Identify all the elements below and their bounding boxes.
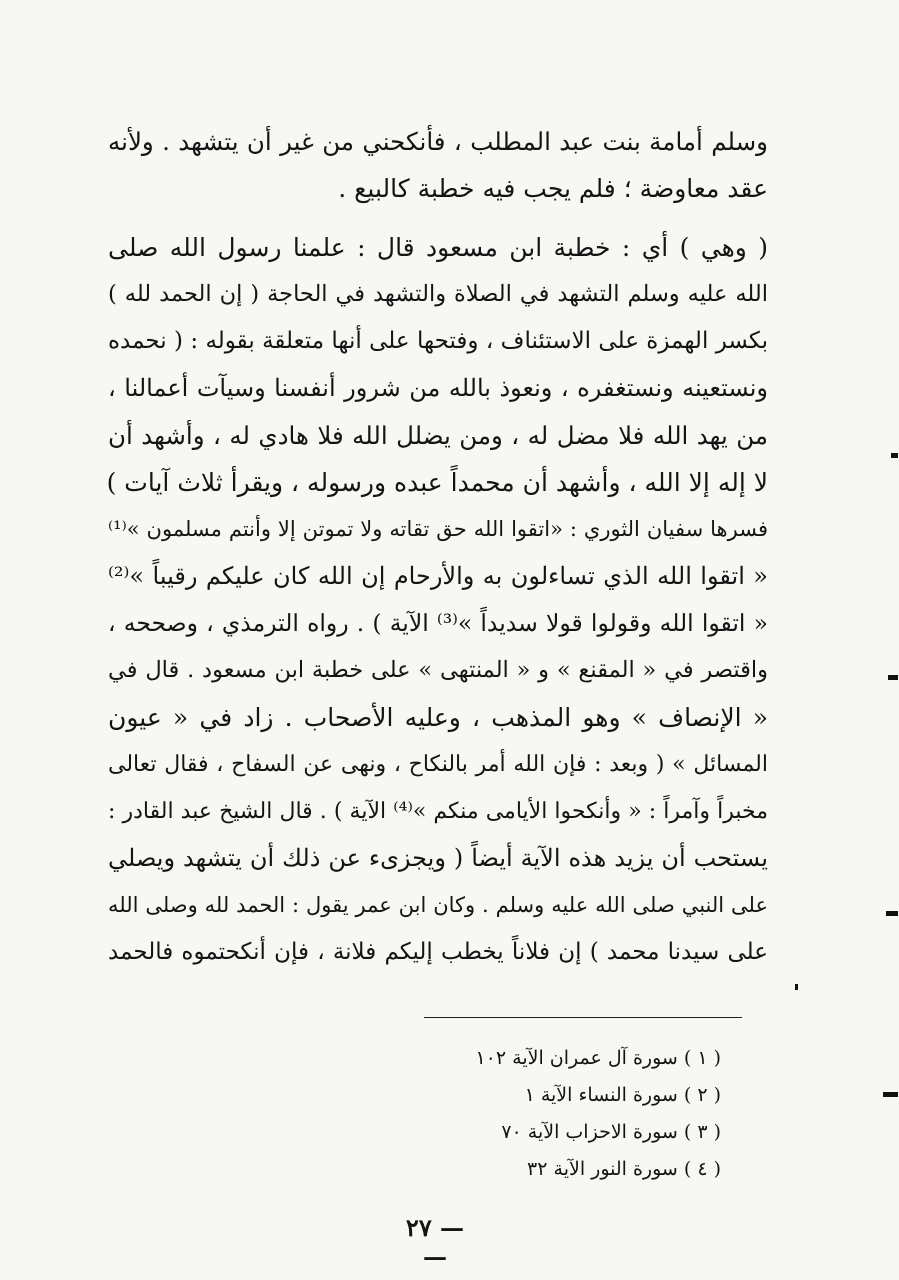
text-line: « الإنصاف » وهو المذهب ، وعليه الأصحاب . زاد في « عيون bbox=[108, 703, 768, 732]
footnote-divider bbox=[424, 1017, 742, 1018]
text-line: ( وهي ) أي : خطبة ابن مسعود قال : علمنا رسول الله صلى bbox=[108, 233, 768, 262]
footnote-3: ( ٣ ) سورة الاحزاب الآية ٧٠ bbox=[501, 1121, 721, 1143]
footnotes bbox=[381, 1040, 721, 1188]
scan-speck bbox=[886, 911, 898, 916]
text-line: الله عليه وسلم التشهد في الصلاة والتشهد في الحاجة ( إن الحمد لله ) bbox=[108, 281, 768, 307]
text-line: لا إله إلا الله ، وأشهد أن محمداً عبده ورسوله ، ويقرأ ثلاث آيات ) bbox=[106, 468, 768, 497]
text-line: « اتقوا الله الذي تساءلون به والأرحام إن الله كان عليكم رقيباً »⁽²⁾ bbox=[108, 562, 768, 590]
text-line: وسلم أمامة بنت عبد المطلب ، فأنكحني من غير أن يتشهد . ولأنه bbox=[108, 127, 768, 156]
text-line: مخبراً وآمراً : « وأنكحوا الأيامى منكم »⁽⁴⁾ الآية ) . قال الشيخ عبد القادر : bbox=[108, 799, 769, 824]
text-line: بكسر الهمزة على الاستئناف ، وفتحها على أنها متعلقة بقوله : ( نحمده bbox=[108, 328, 768, 354]
text-line: واقتصر في « المقنع » و « المنتهى » على خطبة ابن مسعود . قال في bbox=[108, 657, 768, 683]
text-line: على سيدنا محمد ) إن فلاناً يخطب إليكم فلانة ، فإن أنكحتموه فالحمد bbox=[108, 939, 768, 965]
paragraph-1 bbox=[108, 118, 768, 212]
text-line: « اتقوا الله وقولوا قولا سديداً »⁽³⁾ الآية ) . رواه الترمذي ، وصححه ، bbox=[108, 609, 768, 637]
scan-speck bbox=[891, 453, 898, 458]
text-line: ونستعينه ونستغفره ، ونعوذ بالله من شرور أنفسنا وسيآت أعمالنا ، bbox=[108, 374, 768, 402]
text-line: يستحب أن يزيد هذه الآية أيضاً ( ويجزىء عن ذلك أن يتشهد ويصلي bbox=[108, 844, 768, 872]
paragraph-2 bbox=[108, 224, 768, 976]
footnote-2: ( ٢ ) سورة النساء الآية ١ bbox=[524, 1084, 721, 1106]
page-number: — ٢٧ — bbox=[405, 1213, 465, 1271]
paragraph-gap bbox=[108, 212, 768, 224]
footnote-1: ( ١ ) سورة آل عمران الآية ١٠٢ bbox=[475, 1047, 721, 1069]
scan-speck bbox=[795, 984, 798, 990]
scan-speck bbox=[883, 1092, 898, 1097]
text-line: المسائل » ( وبعد : فإن الله أمر بالنكاح ، ونهى عن السفاح ، فقال تعالى bbox=[108, 752, 768, 777]
text-line: من يهد الله فلا مضل له ، ومن يضلل الله فلا هادي له ، وأشهد أن bbox=[108, 421, 768, 450]
main-text bbox=[108, 118, 768, 976]
text-line: عقد معاوضة ؛ فلم يجب فيه خطبة كالبيع . bbox=[338, 174, 768, 203]
footnote-4: ( ٤ ) سورة النور الآية ٣٢ bbox=[527, 1158, 721, 1180]
text-line: على النبي صلى الله عليه وسلم . وكان ابن عمر يقول : الحمد لله وصلى الله bbox=[108, 893, 768, 917]
text-line: فسرها سفيان الثوري : «اتقوا الله حق تقاته ولا تموتن إلا وأنتم مسلمون »⁽¹⁾ bbox=[108, 517, 768, 541]
scan-speck bbox=[888, 675, 898, 680]
